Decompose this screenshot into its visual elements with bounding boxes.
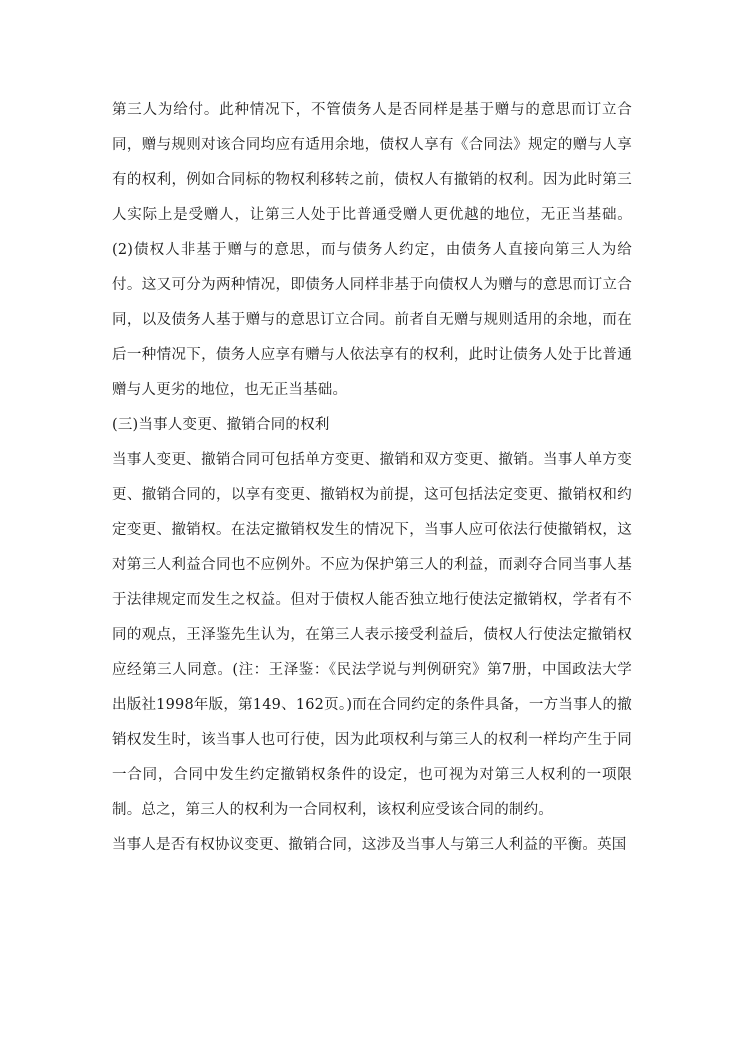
- paragraph-agreement-modification: 当事人是否有权协议变更、撤销合同，这涉及当事人与第三人利益的平衡。英国: [112, 837, 627, 853]
- section-heading-modify-revoke: (三)当事人变更、撤销合同的权利: [112, 417, 330, 433]
- paragraph-revocation-rights: 当事人变更、撤销合同可包括单方变更、撤销和双方变更、撤销。当事人单方变更、撤销合同的，以享有变更、撤销权为前提，这可包括法定变更、撤销权和约定变更、撤销权。在法定撤销权发生的情况下，当事人应可依法行使撤销权，这对第三人利益合同也不应例外。不应为保护第三人的利益，而剥夺合同当事人基于法律规定而发生之权益。但对于债权人能否独立地行使法定撤销权，学者有不同的观点，王泽鉴先生认为，在第三人表示接受利益后，债权人行使法定撤销权应经第三人同意。(注：王泽鉴：《民法学说与判例研究》第7册，中国政法大学出版社1998年版，第149、162页。)而在合同约定的条件具备，一方当事人的撤销权发生时，该当事人也可行使，因为此项权利与第三人的权利一样均产生于同一合同，合同中发生约定撤销权条件的设定，也可视为对第三人权利的一项限制。总之，第三人的权利为一合同权利，该权利应受该合同的制约。: [112, 452, 632, 818]
- document-body: [112, 93, 632, 863]
- paragraph-gift-rules: 第三人为给付。此种情况下，不管债务人是否同样是基于赠与的意思而订立合同，赠与规则对该合同均应有适用余地，债权人享有《合同法》规定的赠与人享有的权利，例如合同标的物权利移转之前，债权人有撤销的权利。因为此时第三人实际上是受赠人，让第三人处于比普通受赠人更优越的地位，无正当基础。(2)债权人非基于赠与的意思，而与债务人约定，由债务人直接向第三人为给付。这又可分为两种情况，即债务人同样非基于向债权人为赠与的意思而订立合同，以及债务人基于赠与的意思订立合同。前者自无赠与规则适用的余地，而在后一种情况下，债务人应享有赠与人依法享有的权利，此时让债务人处于比普通赠与人更劣的地位，也无正当基础。: [112, 102, 632, 398]
